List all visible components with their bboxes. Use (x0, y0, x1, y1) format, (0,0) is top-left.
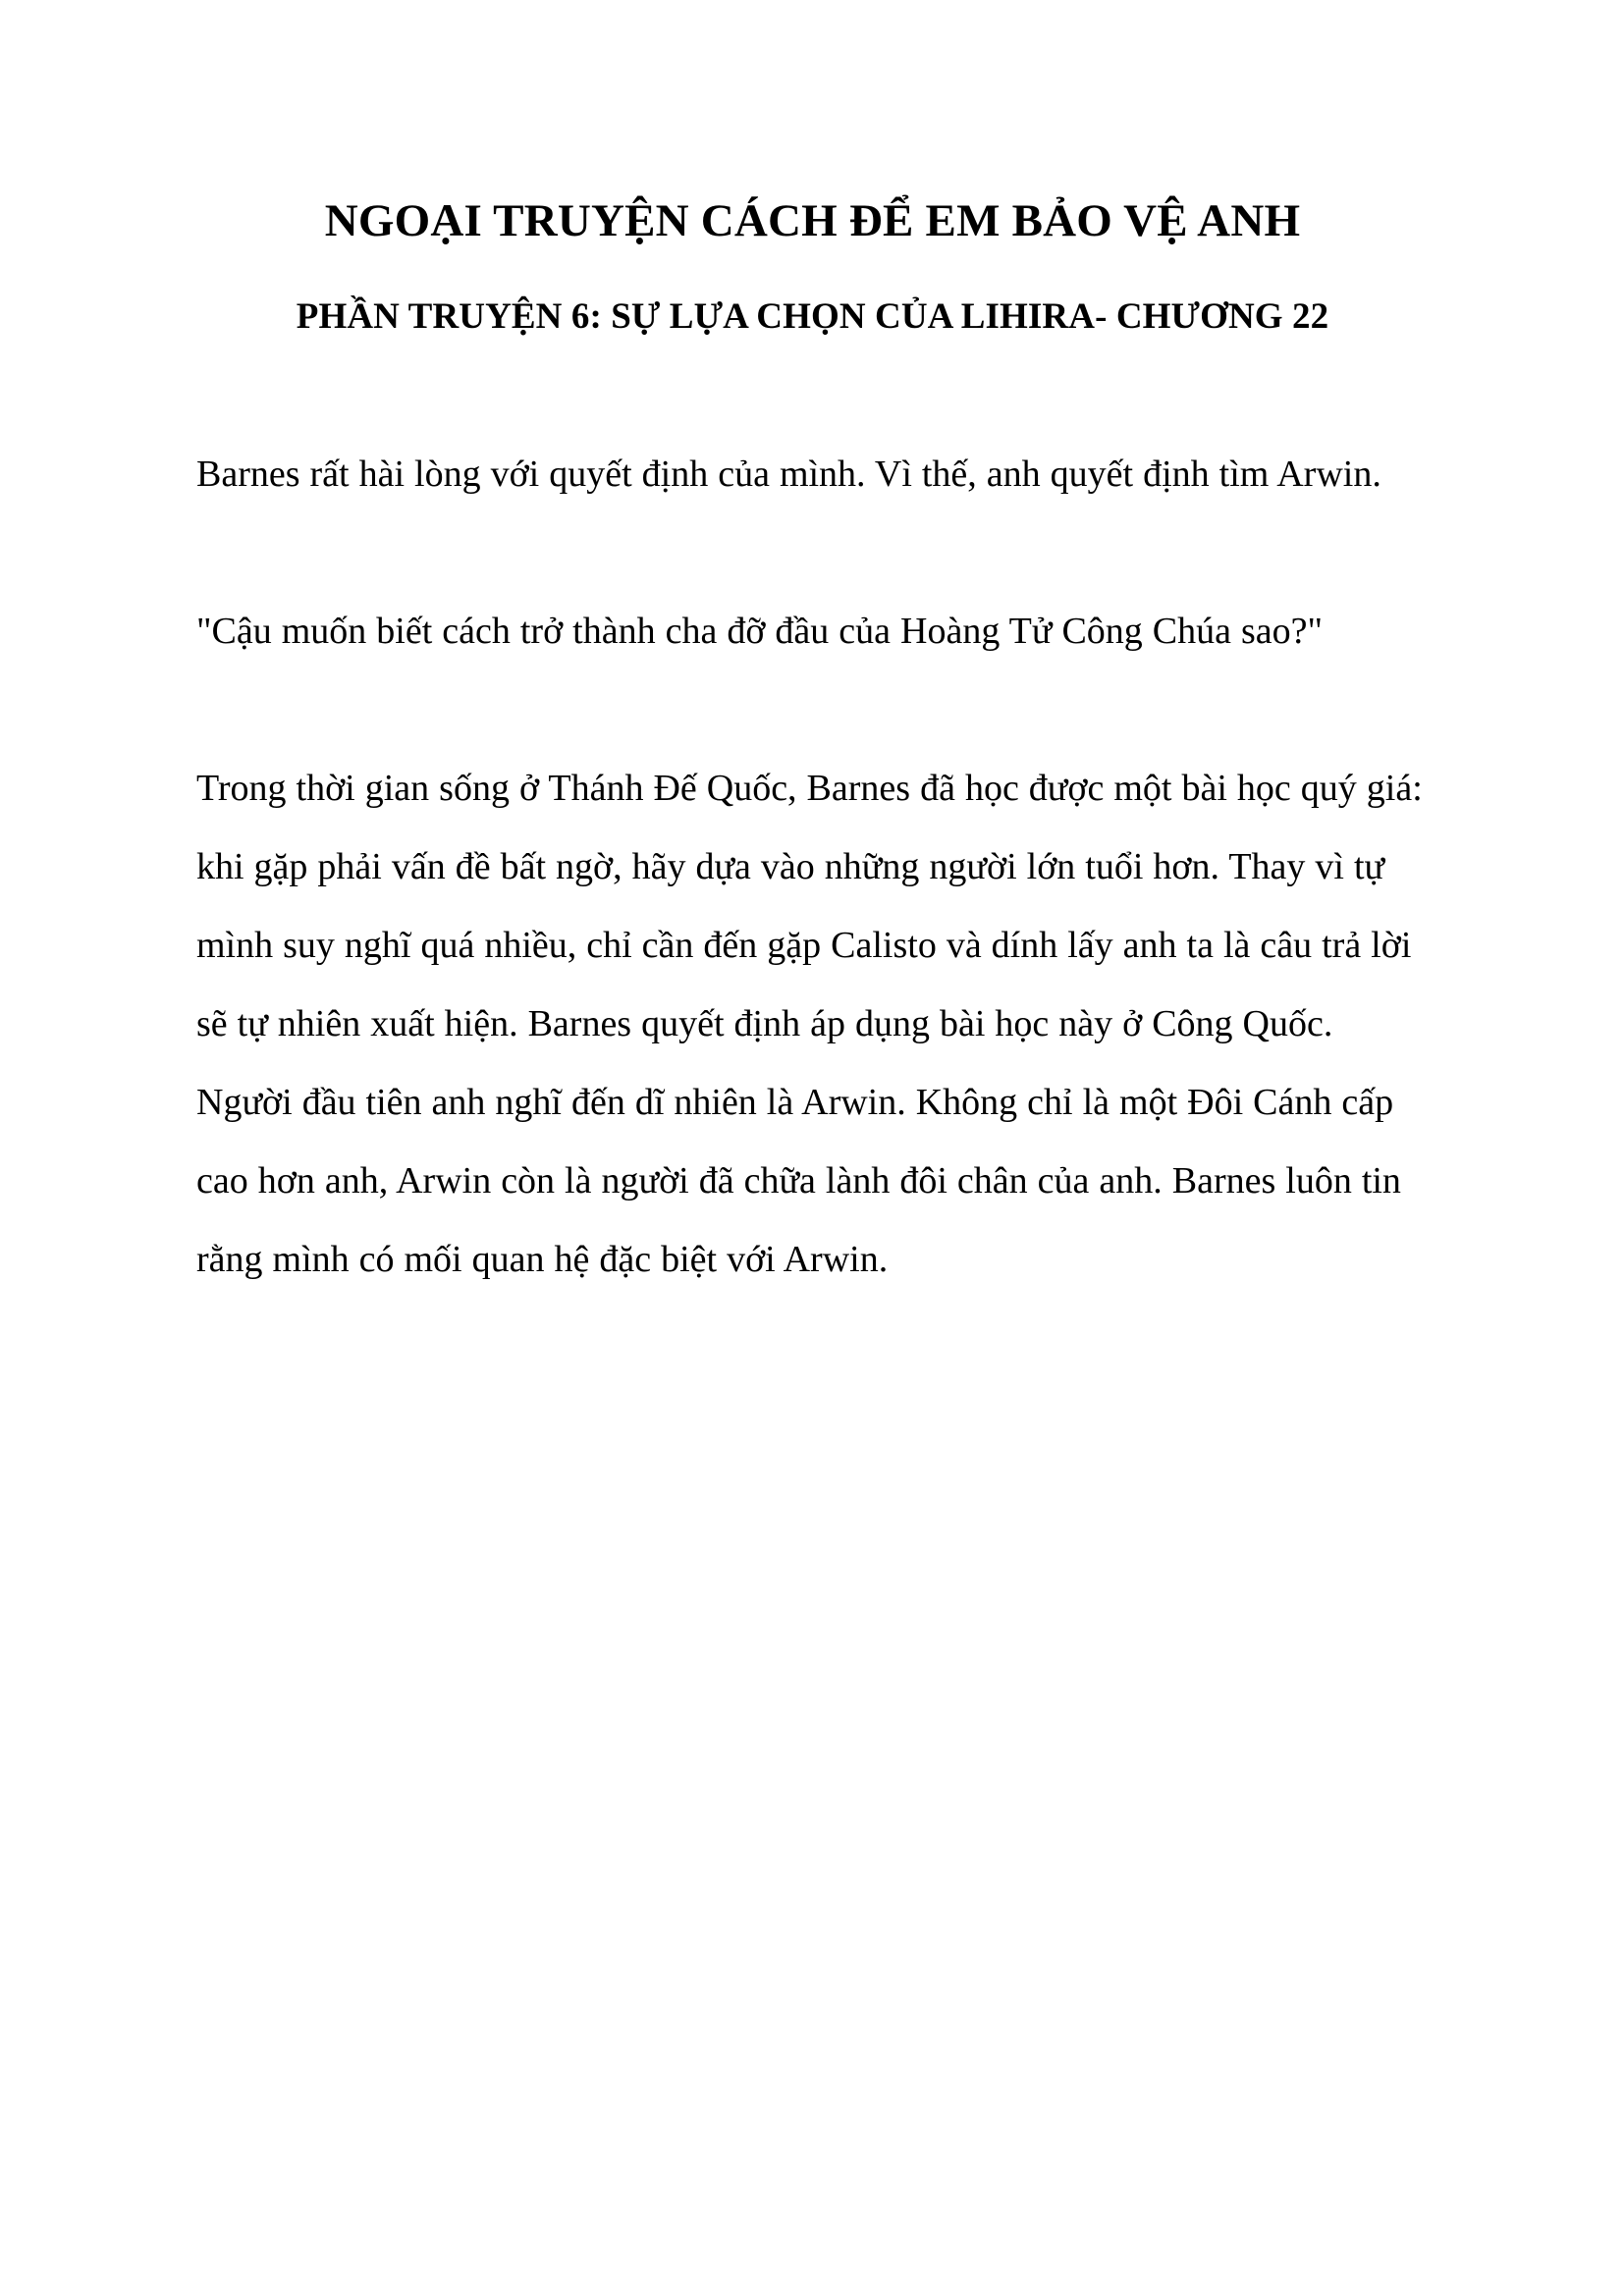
paragraph-1: Barnes rất hài lòng với quyết định của mình. Vì thế, anh quyết định tìm Arwin. (196, 453, 1381, 495)
document-content (196, 0, 1429, 1299)
chapter-subtitle: PHẦN TRUYỆN 6: SỰ LỰA CHỌN CỦA LIHIRA- CHƯƠNG 22 (296, 295, 1329, 337)
paragraph-2-dialogue: "Cậu muốn biết cách trở thành cha đỡ đầu của Hoàng Tử Công Chúa sao?" (196, 610, 1324, 652)
paragraph-3: Trong thời gian sống ở Thánh Đế Quốc, Barnes đã học được một bài học quý giá: khi gặp phải vấn đề bất ngờ, hãy dựa vào những người lớn tuổi hơn. Thay vì tự mình suy nghĩ quá nhiều, chỉ cần đến gặp Calisto và dính lấy anh ta là câu trả lời sẽ tự nhiên xuất hiện. Barnes quyết định áp dụng bài học này ở Công Quốc. Người đầu tiên anh nghĩ đến dĩ nhiên là Arwin. Không chỉ là một Đôi Cánh cấp cao hơn anh, Arwin còn là người đã chữa lành đôi chân của anh. Barnes luôn tin rằng mình có mối quan hệ đặc biệt với Arwin. (196, 767, 1423, 1280)
page-title: NGOẠI TRUYỆN CÁCH ĐỂ EM BẢO VỆ ANH (324, 195, 1301, 246)
document-body (196, 341, 1429, 1299)
